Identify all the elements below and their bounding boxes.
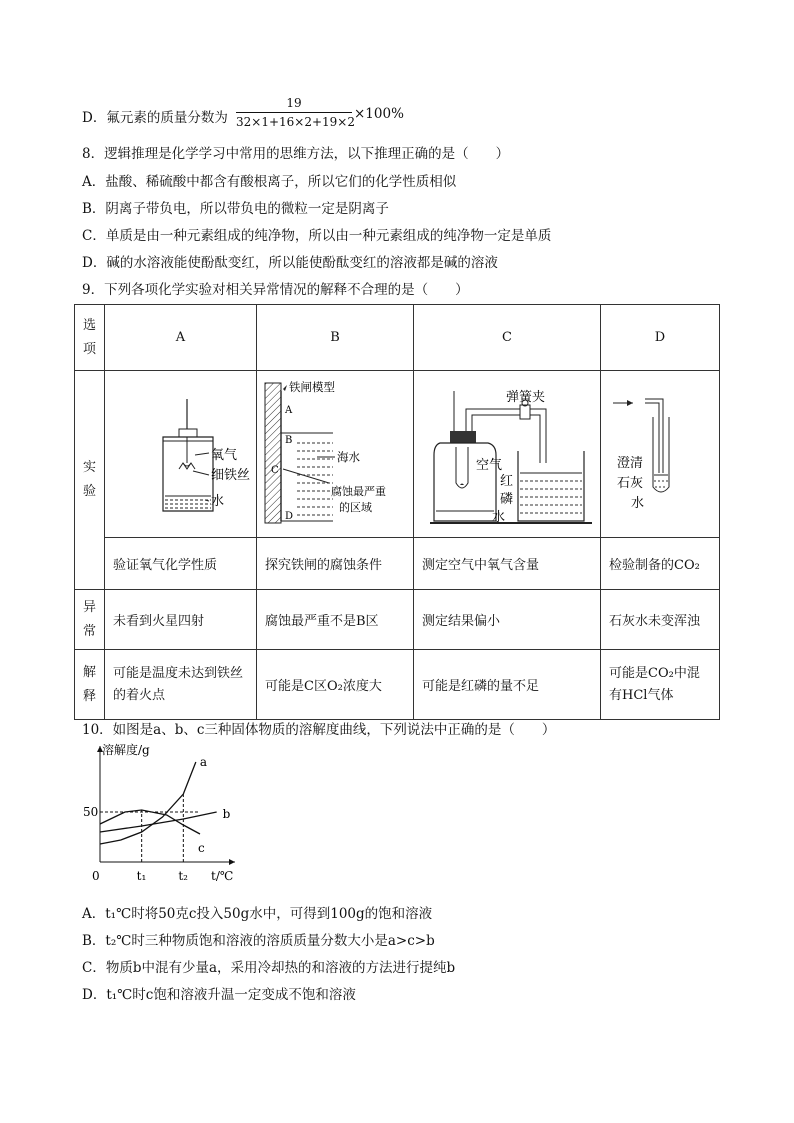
purpose-a: 验证氧气化学性质	[105, 538, 257, 590]
fraction-bar	[236, 112, 352, 113]
q8-option-c[interactable]: C．单质是由一种元素组成的纯净物，所以由一种元素组成的纯净物一定是单质	[82, 228, 552, 244]
fig-d-clear: 澄清	[617, 456, 644, 471]
fraction-numerator: 19	[286, 96, 302, 110]
q8-option-a[interactable]: A．盐酸、稀硫酸中都含有酸根离子，所以它们的化学性质相似	[82, 174, 457, 190]
label-experiment: 实验	[75, 371, 105, 590]
col-a-header: A	[105, 305, 257, 371]
label-option: 选项	[75, 305, 105, 371]
q10-option-a[interactable]: A．t₁℃时将50克c投入50g水中，可得到100g的饱和溶液	[82, 906, 433, 922]
origin-label: 0	[92, 869, 100, 883]
q10-stem: 10．如图是a、b、c三种固体物质的溶解度曲线，下列说法中正确的是（ ）	[82, 722, 556, 738]
purpose-c: 测定空气中氧气含量	[414, 538, 601, 590]
col-b-header: B	[257, 305, 414, 371]
y-tick-50: 50	[83, 805, 99, 819]
explain-a: 可能是温度未达到铁丝的着火点	[105, 650, 257, 720]
y-axis-label: 溶解度/g	[102, 743, 150, 757]
fig-b-sea: 海水	[337, 450, 360, 464]
fig-c-air: 空气	[476, 458, 503, 473]
figure-b	[257, 371, 413, 533]
fig-b-point-b: B	[285, 435, 293, 446]
label-explain: 解释	[75, 650, 105, 720]
x-tick-t2: t₂	[178, 869, 188, 883]
fraction	[236, 96, 355, 129]
x-tick-t1: t₁	[136, 869, 147, 883]
fig-b-zone1: 腐蚀最严重	[331, 485, 386, 498]
x-axis-label: t/℃	[211, 869, 234, 883]
fig-b-title: 铁闸模型	[289, 380, 335, 394]
q8-stem: 8．逻辑推理是化学学习中常用的思维方法，以下推理正确的是（ ）	[82, 146, 510, 162]
explain-c: 可能是红磷的量不足	[414, 650, 601, 720]
fig-a-water: 水	[211, 494, 225, 509]
series-label-b: b	[222, 807, 231, 821]
abnormal-c: 测定结果偏小	[414, 590, 601, 650]
figure-a	[105, 371, 255, 533]
purpose-d: 检验制备的CO₂	[601, 538, 720, 590]
q9-stem: 9．下列各项化学实验对相关异常情况的解释不合理的是（ ）	[82, 282, 469, 298]
series-a	[100, 762, 196, 844]
explain-b: 可能是C区O₂浓度大	[257, 650, 414, 720]
fig-b-point-a: A	[285, 405, 293, 416]
series-label-a: a	[199, 755, 207, 769]
option-d-7-text: D．氟元素的质量分数为	[82, 110, 228, 126]
x-axis-arrow	[229, 859, 235, 865]
fig-d-lime: 石灰	[617, 476, 644, 491]
figure-a-cell	[105, 371, 257, 538]
solubility-chart	[80, 740, 240, 890]
fig-c-phosphorus: 磷	[500, 492, 514, 507]
q10-option-b[interactable]: B．t₂℃时三种物质饱和溶液的溶质质量分数大小是a>c>b	[82, 933, 435, 949]
fig-d-water: 水	[631, 496, 645, 511]
fig-a-oxygen: 氧气	[211, 448, 238, 463]
explain-d: 可能是CO₂中混有HCl气体	[601, 650, 720, 720]
fig-b-point-c: C	[271, 465, 279, 476]
fraction-denominator: 32×1+16×2+19×2	[236, 115, 355, 129]
fraction-suffix: ×100%	[354, 106, 404, 122]
fig-a-wire: 细铁丝	[211, 468, 251, 483]
q10-option-c[interactable]: C．物质b中混有少量a，采用冷却热的和溶液的方法进行提纯b	[82, 960, 456, 976]
abnormal-b: 腐蚀最严重不是B区	[257, 590, 414, 650]
abnormal-d: 石灰水未变浑浊	[601, 590, 720, 650]
series-label-c: c	[198, 841, 205, 855]
fig-b-zone2: 的区域	[339, 501, 372, 514]
q8-option-d[interactable]: D．碱的水溶液能使酚酞变红，所以能使酚酞变红的溶液都是碱的溶液	[82, 255, 498, 271]
col-c-header: C	[414, 305, 601, 371]
q10-option-d[interactable]: D．t₁℃时c饱和溶液升温一定变成不饱和溶液	[82, 987, 356, 1003]
label-abnormal: 异常	[75, 590, 105, 650]
option-d-7	[82, 106, 228, 126]
fig-c-water: 水	[492, 510, 506, 525]
purpose-b: 探究铁闸的腐蚀条件	[257, 538, 414, 590]
figure-c	[414, 371, 600, 533]
abnormal-a: 未看到火星四射	[105, 590, 257, 650]
q9-table	[74, 304, 720, 720]
col-d-header: D	[601, 305, 720, 371]
figure-b-cell	[257, 371, 414, 538]
fig-c-red: 红	[500, 474, 514, 489]
figure-d-cell	[601, 371, 720, 538]
fig-b-point-d: D	[285, 511, 294, 522]
fig-c-clip: 弹簧夹	[506, 390, 546, 405]
figure-c-cell	[414, 371, 601, 538]
q8-option-b[interactable]: B．阴离子带负电，所以带负电的微粒一定是阴离子	[82, 201, 389, 217]
figure-d	[601, 371, 715, 533]
